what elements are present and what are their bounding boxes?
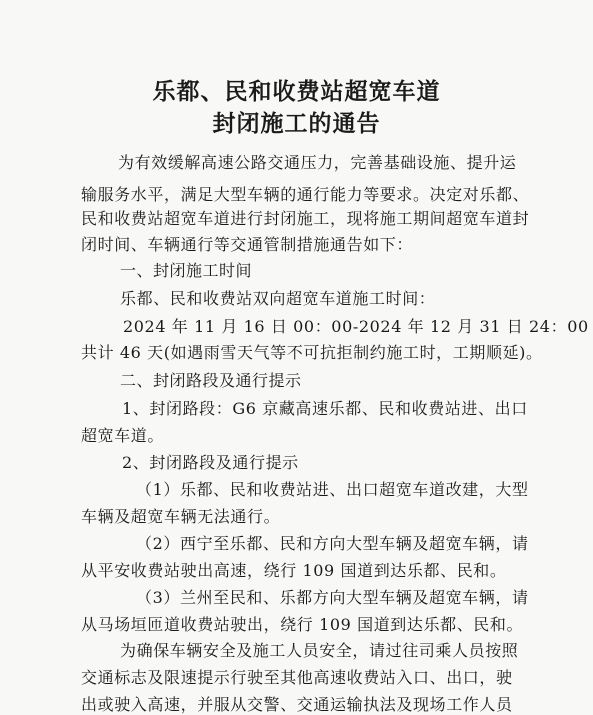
section-2-item-1-line-1: 1、封闭路段：G6 京藏高速乐都、民和收费站进、出口 — [122, 399, 528, 418]
closing-line-3: 出或驶入高速，并服从交警、交通运输执法及现场工作人员 — [81, 695, 513, 714]
section-1-line-1: 乐都、民和收费站双向超宽车道施工时间： — [120, 289, 436, 308]
intro-line-2: 输服务水平，满足大型车辆的通行能力等要求。决定对乐都、 — [81, 185, 530, 204]
notice-title-line-1: 乐都、民和收费站超宽车道 — [152, 78, 441, 105]
section-1-line-2: 2024 年 11 月 16 日 00：00-2024 年 12 月 31 日 24：00 — [123, 317, 589, 336]
section-1-heading: 一、封闭施工时间 — [120, 261, 253, 280]
sub-item-2-line-1: （2）西宁至乐都、民和方向大型车辆及超宽车辆，请 — [136, 534, 529, 553]
sub-item-3-line-2: 从马场垣匝道收费站驶出，绕行 109 国道到达乐都、民和。 — [81, 615, 524, 634]
intro-line-1: 为有效缓解高速公路交通压力，完善基础设施、提升运 — [118, 153, 517, 172]
sub-item-1-line-2: 车辆及超宽车辆无法通行。 — [81, 507, 281, 526]
notice-title-line-2: 封闭施工的通告 — [212, 110, 381, 137]
closing-line-2: 交通标志及限速提示行驶至其他高速收费站入口、出口，驶 — [81, 668, 513, 687]
section-2-subheading: 2、封闭路段及通行提示 — [122, 453, 299, 472]
section-1-line-3: 共计 46 天(如遇雨雪天气等不可抗拒制约施工时，工期顺延)。 — [81, 343, 543, 362]
section-2-heading: 二、封闭路段及通行提示 — [120, 371, 302, 390]
closing-line-1: 为确保车辆安全及施工人员安全，请过往司乘人员按照 — [120, 641, 519, 660]
intro-line-3: 民和收费站超宽车道进行封闭施工，现将施工期间超宽车道封 — [81, 209, 530, 228]
sub-item-2-line-2: 从平安收费站驶出高速，绕行 109 国道到达乐都、民和。 — [81, 561, 507, 580]
section-2-item-1-line-2: 超宽车道。 — [81, 426, 165, 445]
sub-item-1-line-1: （1）乐都、民和收费站进、出口超宽车道改建，大型 — [136, 480, 529, 499]
sub-item-3-line-1: （3）兰州至民和、乐都方向大型车辆及超宽车辆，请 — [136, 588, 529, 607]
intro-line-4: 闭时间、车辆通行等交通管制措施通告如下： — [81, 235, 414, 254]
